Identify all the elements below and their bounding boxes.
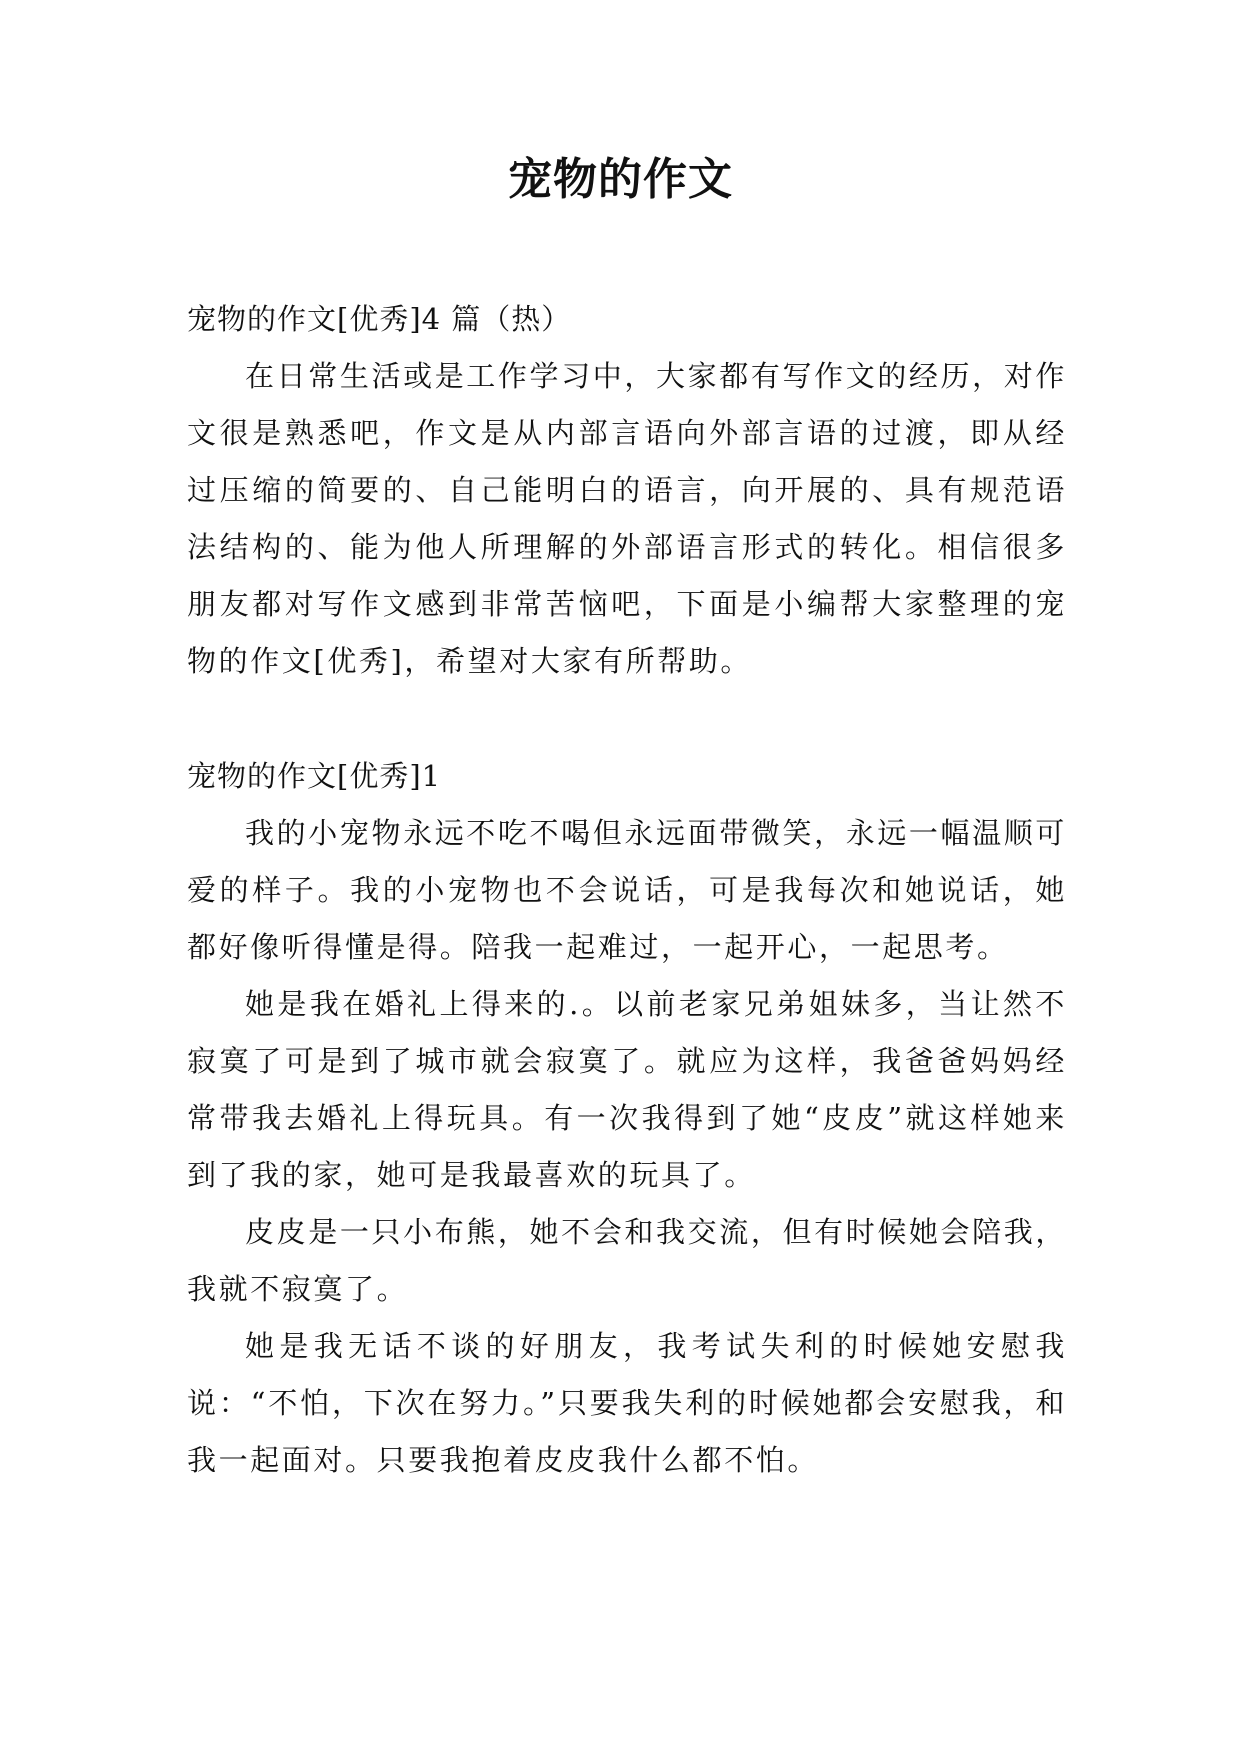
section-1-heading: 宠物的作文[优秀]1 bbox=[187, 759, 442, 793]
section-1-paragraph: 她是我无话不谈的好朋友，我考试失利的时候她安慰我说：“不怕，下次在努力。”只要我失利的时候她都会安慰我，和我一起面对。只要我抱着皮皮我什么都不怕。 bbox=[187, 1329, 1067, 1477]
document-title: 宠物的作文 bbox=[508, 154, 733, 205]
document-body bbox=[187, 291, 1067, 1489]
section-1-paragraph: 我的小宠物永远不吃不喝但永远面带微笑，永远一幅温顺可爱的样子。我的小宠物也不会说话，可是我每次和她说话，她都好像听得懂是得。陪我一起难过，一起开心，一起思考。 bbox=[187, 816, 1067, 964]
section-1-paragraph: 她是我在婚礼上得来的.。以前老家兄弟姐妹多，当让然不寂寞了可是到了城市就会寂寞了。就应为这样，我爸爸妈妈经常带我去婚礼上得玩具。有一次我得到了她“皮皮”就这样她来到了我的家，她可是我最喜欢的玩具了。 bbox=[187, 987, 1067, 1192]
intro-heading: 宠物的作文[优秀]4 篇（热） bbox=[187, 302, 572, 336]
section-spacer bbox=[187, 690, 1067, 748]
intro-paragraph: 在日常生活或是工作学习中，大家都有写作文的经历，对作文很是熟悉吧，作文是从内部言语向外部言语的过渡，即从经过压缩的简要的、自己能明白的语言，向开展的、具有规范语法结构的、能为他人所理解的外部语言形式的转化。相信很多朋友都对写作文感到非常苦恼吧，下面是小编帮大家整理的宠物的作文[优秀]，希望对大家有所帮助。 bbox=[187, 359, 1067, 678]
section-1-paragraph: 皮皮是一只小布熊，她不会和我交流，但有时候她会陪我，我就不寂寞了。 bbox=[187, 1215, 1067, 1306]
